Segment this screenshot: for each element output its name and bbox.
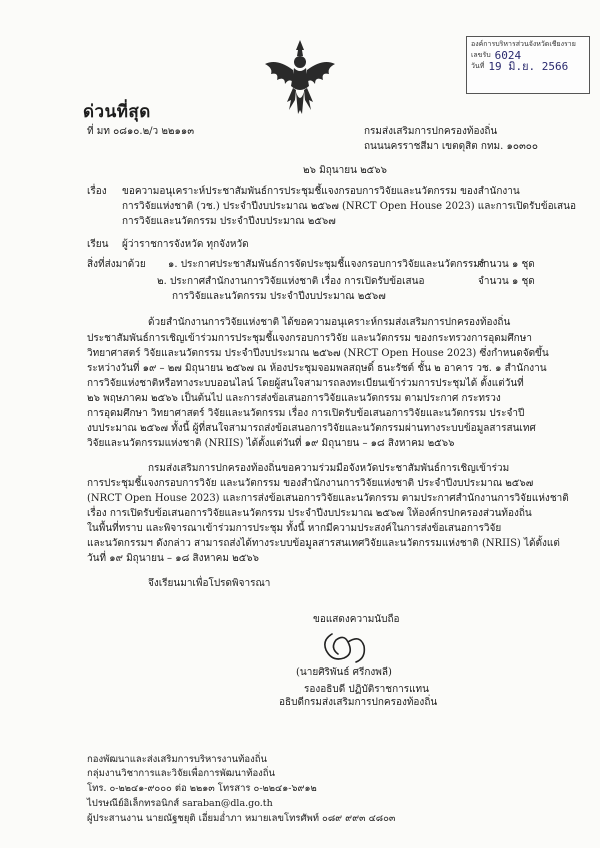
body-line: กรมส่งเสริมการปกครองท้องถิ่นขอความร่วมมือจังหวัดประชาสัมพันธ์การเชิญเข้าร่วม [148,463,510,474]
signature-salutation: ขอแสดงความนับถือ [313,614,400,625]
body-line: ประชาสัมพันธ์การเชิญเข้าร่วมการประชุมชี้แจงกรอบการวิจัย และนวัตกรรม ของกระทรวงการอุดมศึกษา [87,333,532,344]
body-line: วิจัยและนวัตกรรมแห่งชาติ (NRIIS) ได้ตั้งแต่วันที่ ๑๙ มิถุนายน – ๑๘ สิงหาคม ๒๕๖๖ [87,438,455,449]
body-line: การอุดมศึกษา วิทยาศาสตร์ วิจัยและนวัตกรรม เรื่อง การเปิดรับข้อเสนอการวิจัยและนวัตกรรม ประจำปี [87,408,525,419]
stamp-number-value: 6024 [494,49,522,62]
document-date: ๒๖ มิถุนายน ๒๕๖๖ [303,165,387,176]
stamp-number-label: เลขรับ [471,51,491,59]
attachment-qty: จำนวน ๑ ชุด [478,276,535,287]
body-line: (NRCT Open House 2023) และการส่งข้อเสนอการวิจัยและนวัตกรรม ตามประกาศสำนักงานการวิจัยแห่งชาติ [87,493,569,504]
footer-group: กลุ่มงานวิชาการและวิจัยเพื่อการพัฒนาท้องถิ่น [87,768,276,779]
attachment-item: ๒. ประกาศสำนักงานการวิจัยแห่งชาติ เรื่อง การเปิดรับข้อเสนอ [157,276,425,287]
stamp-date-value: 19 มิ.ย. 2566 [488,60,569,73]
stamp-org: องค์การบริหารส่วนจังหวัดเชียงราย [471,40,576,48]
subject-line: ขอความอนุเคราะห์ประชาสัมพันธ์การประชุมชี้แจงกรอบการวิจัยและนวัตกรรม ของสำนักงาน [122,186,520,197]
footer-coordinator: ผู้ประสานงาน นายณัฐชยุติ เอี่ยมอ่ำภา หมายเลขโทรศัพท์ ๐๘๙ ๙๙๓ ๔๘๐๓ [87,813,396,824]
subject-line: การวิจัยแห่งชาติ (วช.) ประจำปีงบประมาณ ๒๕๖๗ (NRCT Open House 2023) และการเปิดรับข้อเสนอ [122,201,576,212]
document-number: ที่ มท ๐๘๑๐.๒/ว ๒๒๑๑๓ [87,126,195,137]
urgency-label: ด่วนที่สุด [83,102,151,122]
attachment-item-continued: การวิจัยและนวัตกรรม ประจำปีงบประมาณ ๒๕๖๗ [172,291,386,302]
handwritten-signature [318,628,370,666]
body-line: เรื่อง การเปิดรับข้อเสนอการวิจัยและนวัตกรรม ประจำปีงบประมาณ ๒๕๖๗ ให้องค์กรปกครองส่วนท้องถิ่น [87,508,532,519]
signatory-position: อธิบดีกรมส่งเสริมการปกครองท้องถิ่น [279,697,438,708]
signatory-position: รองอธิบดี ปฏิบัติราชการแทน [304,684,429,695]
attachments-label: สิ่งที่ส่งมาด้วย [87,259,146,270]
subject-line: การวิจัยและนวัตกรรม ประจำปีงบประมาณ ๒๕๖๗ [122,216,336,227]
body-line: ระหว่างวันที่ ๑๙ – ๒๗ มิถุนายน ๒๕๖๗ ณ ห้องประชุมจอมพลสฤษดิ์ ธนะรัชต์ ชั้น ๒ อาคาร วช. ๑ สำนักงาน [87,363,547,374]
attachment-item: ๑. ประกาศประชาสัมพันธ์การจัดประชุมชี้แจงกรอบการวิจัยและนวัตกรรมฯ [168,259,486,270]
body-line: การวิจัยแห่งชาติหรือทางระบบออนไลน์ โดยผู้สนใจสามารถลงทะเบียนเข้าร่วมการประชุมได้ ตั้งแต่วันที่ [87,378,524,389]
subject-label: เรื่อง [87,186,107,197]
footer-division: กองพัฒนาและส่งเสริมการบริหารงานท้องถิ่น [87,754,268,765]
closing-text: จึงเรียนมาเพื่อโปรดพิจารณา [148,578,271,589]
body-line: ด้วยสำนักงานการวิจัยแห่งชาติ ได้ขอความอนุเคราะห์กรมส่งเสริมการปกครองท้องถิ่น [148,317,511,328]
recipient-label: เรียน [87,239,109,250]
footer-email: ไปรษณีย์อิเล็กทรอนิกส์ saraban@dla.go.th [87,798,273,809]
signatory-name: (นายศิริพันธ์ ศรีกงพลี) [296,667,392,678]
agency-address: ถนนนครราชสีมา เขตดุสิต กทม. ๑๐๓๐๐ [364,141,538,152]
body-line: ๒๖ พฤษภาคม ๒๕๖๖ เป็นต้นไป และการส่งข้อเสนอการวิจัยและนวัตกรรม ตามประกาศ กระทรวง [87,393,501,404]
body-line: งบประมาณ ๒๕๖๗ ทั้งนี้ ผู้ที่สนใจสามารถส่งข้อเสนอการวิจัยและนวัตกรรมผ่านทางระบบข้อมูลสารสนเทศ [87,423,536,434]
stamp-date-label: วันที่ [471,62,485,70]
receipt-stamp [466,36,590,94]
attachment-qty: จำนวน ๑ ชุด [478,259,535,270]
body-line: และนวัตกรรมฯ ดังกล่าว สามารถส่งได้ทางระบบข้อมูลสารสนเทศวิจัยและนวัตกรรมแห่งชาติ (NRIIS) ได้ตั้งแต่ [87,538,560,549]
body-line: ในพื้นที่ทราบ และพิจารณาเข้าร่วมการประชุม ทั้งนี้ หากมีความประสงค์ในการส่งข้อเสนอการวิจัย [87,523,502,534]
recipient-text: ผู้ว่าราชการจังหวัด ทุกจังหวัด [122,239,249,250]
stamp-date-row [471,61,585,72]
footer-phone: โทร. ๐-๒๒๔๑-๙๐๐๐ ต่อ ๒๒๑๓ โทรสาร ๐-๒๒๔๑-๖๙๑๒ [87,783,317,794]
body-line: วิทยาศาสตร์ วิจัยและนวัตกรรม ประจำปีงบประมาณ ๒๕๖๗ (NRCT Open House 2023) ซึ่งกำหนดจัดขึ้น [87,348,549,359]
garuda-emblem-icon [263,38,337,118]
agency-name: กรมส่งเสริมการปกครองท้องถิ่น [364,126,498,137]
body-line: วันที่ ๑๙ มิถุนายน – ๑๘ สิงหาคม ๒๕๖๖ [87,553,259,564]
body-line: การประชุมชี้แจงกรอบการวิจัย และนวัตกรรม ของสำนักงานการวิจัยแห่งชาติ ประจำปีงบประมาณ ๒๕๖๗ [87,478,534,489]
